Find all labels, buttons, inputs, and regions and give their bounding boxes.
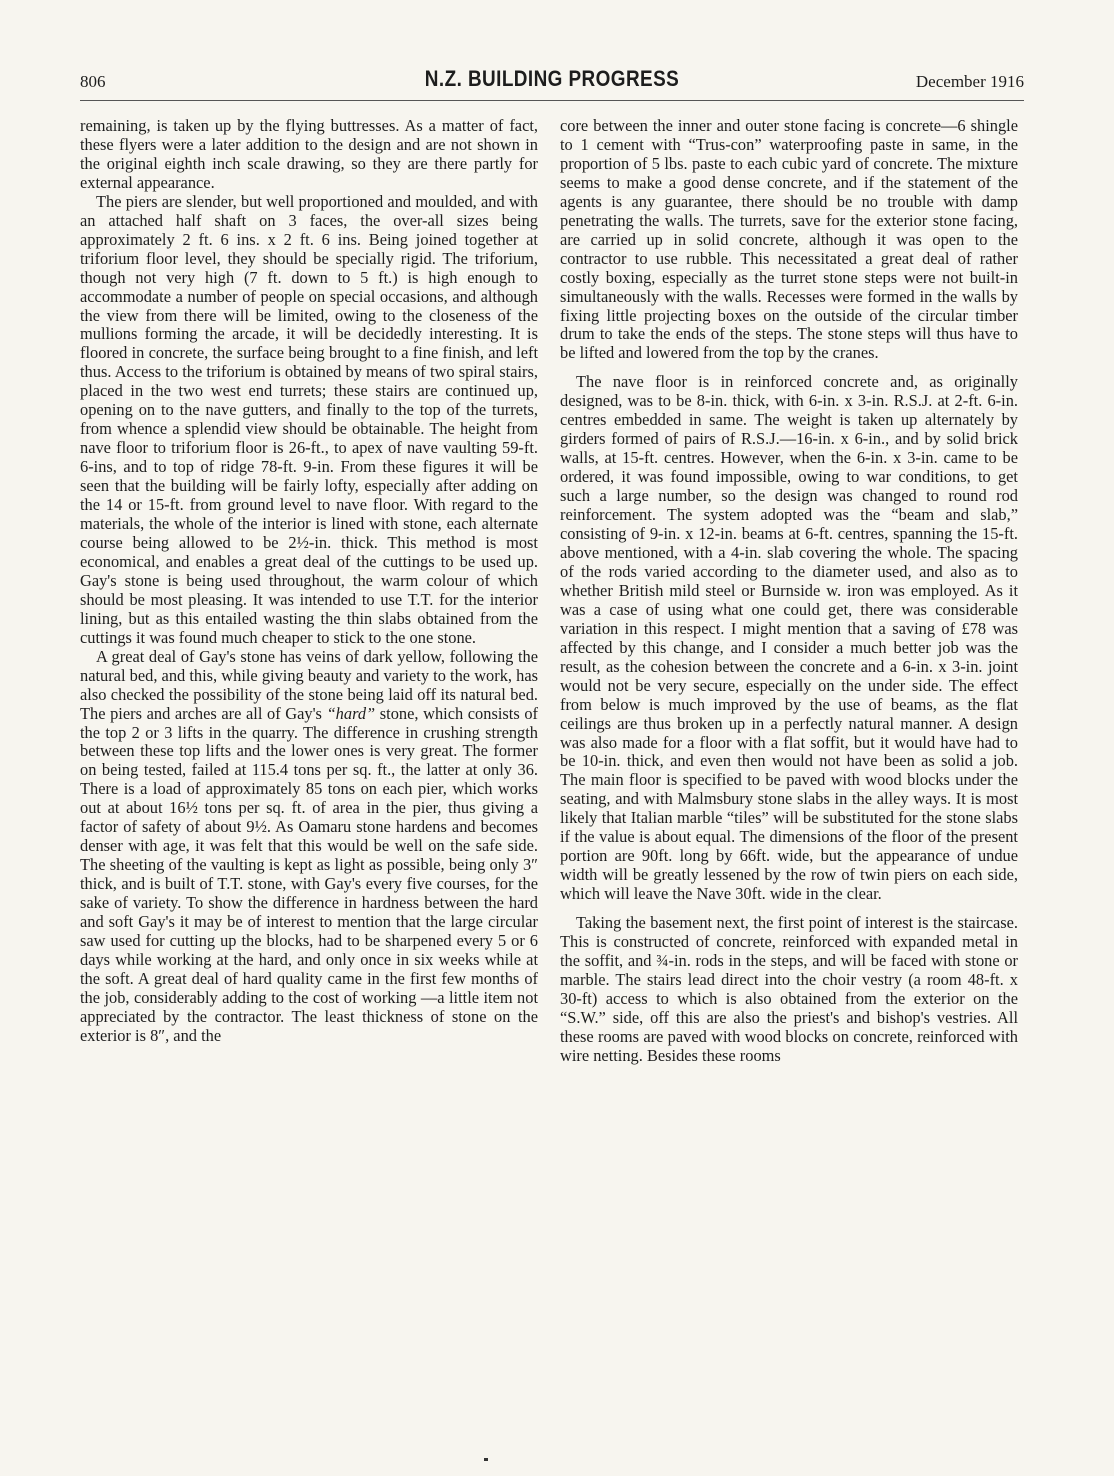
journal-title: N.Z. BUILDING PROGRESS bbox=[424, 66, 680, 91]
page-number: 806 bbox=[80, 72, 106, 91]
footer-mark bbox=[484, 1458, 488, 1461]
paragraph: The piers are slender, but well proportioned and moulded, and with an attached half shaft on 3 faces, the over-all sizes being approximately 2 ft. 6 ins. x 2 ft. 6 ins. Being joined together at triforium floor level, they should be specially rigid. The triforium, though not very high (7 ft. down to 5 ft.) is high enough to accommodate a number of people on special occasions, and although the view from there will be limited, owing to the closeness of the mullions forming the arcade, it will be decidedly interesting. It is floored in concrete, the surface being brought to a fine finish, and left thus. Access to the triforium is obtained by means of two spiral stairs, placed in the two west end turrets; these stairs are continued up, opening on to the nave gutters, and finally to the top of the turrets, from whence a splendid view should be obtainable. The height from nave floor to triforium floor is 26-ft., to apex of nave vaulting 59-ft. 6-ins, and to top of ridge 78-ft. 9-in. From these figures it will be seen that the building will be fairly lofty, especially after adding on the 14 or 15-ft. from ground level to nave floor. With regard to the materials, the whole of the interior is lined with stone, each alternate course being allowed to be 2½-in. thick. This method is most economical, and enables a great deal of the cuttings to be used up. Gay's stone is being used throughout, the warm colour of which should be most pleasing. It was intended to use T.T. for the interior lining, but as this entailed wasting the thin slabs obtained from the cuttings it was found much cheaper to stick to the one stone. bbox=[80, 191, 538, 647]
emphasized-word: “hard” bbox=[326, 703, 376, 723]
paragraph: Taking the basement next, the first point of interest is the staircase. This is constructed of concrete, reinforced with expanded metal in the soffit, and ¾-in. rods in the steps, and will be faced with stone or marble. The stairs lead direct into the choir vestry (a room 48-ft. x 30-ft) access to which is also obtained from the exterior on the “S.W.” side, off this are also the priest's and bishop's vestries. All these rooms are paved with wood blocks on concrete, reinforced with wire netting. Besides these rooms bbox=[560, 913, 1018, 1065]
paragraph-text: A great deal of Gay's stone has veins of dark yellow, following the natural bed, and this, while giving beauty and variety to the work, has also checked the possibility of the stone being laid off its natural bed. The piers and arches are all of Gay's bbox=[80, 646, 538, 723]
right-column bbox=[560, 117, 1018, 1066]
issue-date: December 1916 bbox=[915, 72, 1024, 91]
paragraph-text: stone, which consists of the top 2 or 3 lifts in the quarry. The difference in crushing strength between these top lifts and the lower ones is very great. The former on being tested, failed at 115.4 tons per sq. ft., the latter at only 36. There is a load of approximately 85 tons on each pier, which works out at about 16½ tons per sq. ft. of area in the pier, thus giving a factor of safety of about 9½. As Oamaru stone hardens and becomes denser with age, it was felt that this would be well on the safe side. The sheeting of the vaulting is kept as light as possible, being only 3″ thick, and is built of T.T. stone, with Gay's every five courses, for the sake of variety. To show the difference in hardness between the hard and soft Gay's it may be of interest to mention that the large circular saw used for cutting up the blocks, had to be sharpened every 5 or 6 days while working at the hard, and only once in six weeks while at the soft. A great deal of hard quality came in the first few months of the job, considerably adding to the cost of working —a little item not appreciated by the contractor. The least thickness of stone on the exterior is 8″, and the bbox=[80, 703, 538, 1045]
left-column bbox=[80, 117, 538, 1046]
paragraph: remaining, is taken up by the flying buttresses. As a matter of fact, these flyers were a later addition to the design and are not shown in the original eighth inch scale drawing, so they are there partly for external appearance. bbox=[80, 116, 538, 192]
paragraph: The nave floor is in reinforced concrete and, as originally designed, was to be 8-in. thick, with 6-in. x 3-in. R.S.J. at 2-ft. 6-in. centres embedded in same. The weight is taken up alternately by girders formed of pairs of R.S.J.—16-in. x 6-in., and by solid brick walls, at 15-ft. centres. However, when the 6-in. x 3-in. came to be ordered, it was found impossible, owing to war conditions, to get such a large number, so the design was changed to round rod reinforcement. The system adopted was the “beam and slab,” consisting of 9-in. x 12-in. beams at 6-ft. centres, spanning the 15-ft. above mentioned, with a 4-in. slab covering the whole. The spacing of the rods varied according to the diameter used, and also as to whether British mild steel or Burnside w. iron was employed. As it was a case of using what one could get, there was considerable variation in this respect. I might mention that a saving of £78 was affected by this change, and I consider a much better job was the result, as the cohesion between the concrete and a 6-in. x 3-in. joint would not be very secure, especially on the under side. The effect from below is much improved by the use of beams, as the flat ceilings are thus broken up in a perfectly natural manner. A design was also made for a floor with a flat soffit, but it would have had to be 10-in. thick, and even then would not have been as solid a job. The main floor is specified to be paved with wood blocks under the seating, and with Malmsbury stone slabs in the alley ways. It is most likely that Italian marble “tiles” will be substituted for the stone slabs if the value is about equal. The dimensions of the floor of the present portion are 90ft. long by 66ft. wide, but the appearance of undue width will be greatly lessened by the row of twin piers on each side, which will leave the Nave 30ft. wide in the clear. bbox=[560, 372, 1018, 904]
page-header bbox=[80, 64, 1024, 101]
paragraph bbox=[80, 648, 538, 1046]
paragraph: core between the inner and outer stone facing is concrete—6 shingle to 1 cement with “Trus-con” waterproofing paste in same, in the proportion of 5 lbs. paste to each cubic yard of concrete. The mixture seems to make a good dense concrete, and if the statement of the agents is any guarantee, there should be no trouble with damp penetrating the walls. The turrets, save for the exterior stone facing, are carried up in solid concrete, although it was open to the contractor to use rubble. This necessitated a great deal of rather costly boxing, especially as the turret stone steps were not built-in simultaneously with the walls. Recesses were formed in the walls by fixing little projecting boxes on the outside of the circular timber drum to take the ends of the steps. The stone steps will thus have to be lifted and lowered from the top by the cranes. bbox=[560, 116, 1018, 363]
